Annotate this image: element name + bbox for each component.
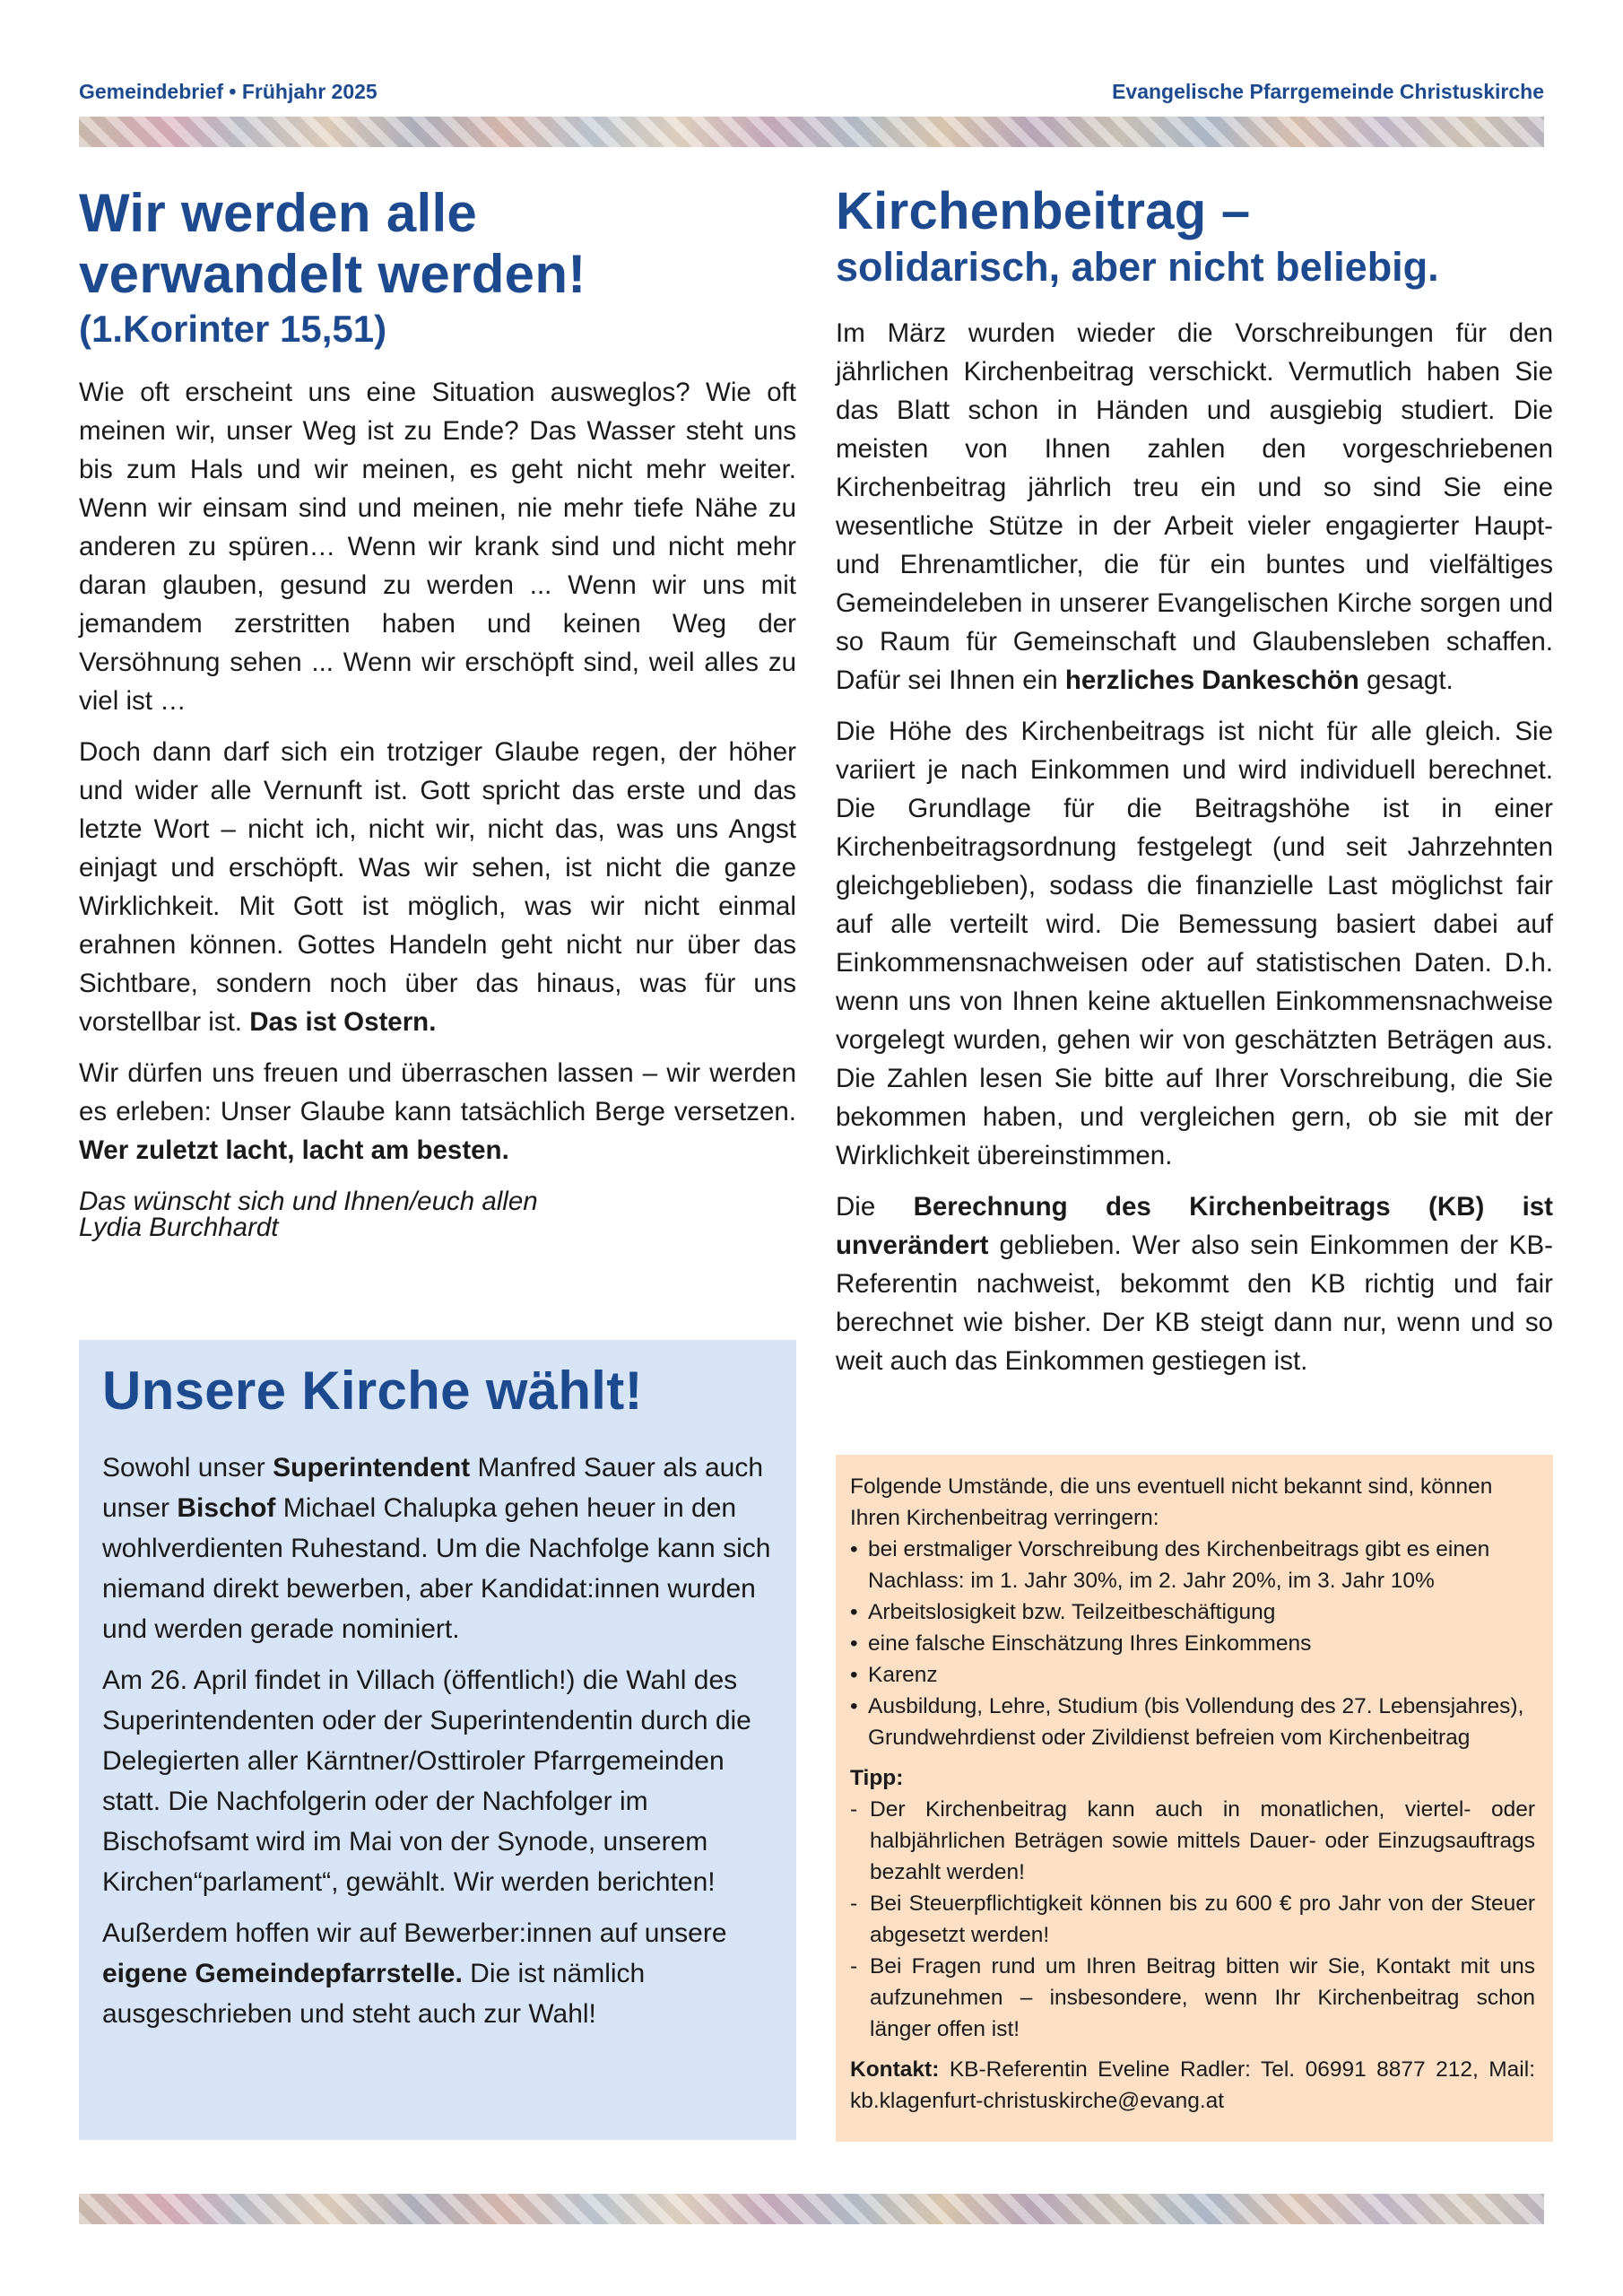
right-p3-c: geblieben. Wer also sein Einkommen der KB-Referentin nachweist, bekommt den KB richtig und fair berechnet wie bisher. Der KB steigt dann nur, wenn und so weit auch das Einkommen gestiegen ist.: [836, 1231, 1553, 1376]
header-parish: Evangelische Pfarrgemeinde Christuskirche: [1112, 79, 1544, 103]
bullet-icon: •: [850, 1537, 858, 1561]
right-p3-bold: Berechnung des Kirchenbeitrags (KB) ist unverändert: [836, 1192, 1553, 1260]
list-item: [850, 1691, 1535, 1753]
right-p3-a: Die: [836, 1192, 876, 1222]
tipp-label: Tipp:: [850, 1766, 904, 1790]
contact-info: [850, 2054, 1535, 2117]
left-paragraph-2: [79, 733, 796, 1041]
right-paragraph-2: Die Höhe des Kirchenbeitrags ist nicht für alle gleich. Sie variiert je nach Einkommen und wird individuell berechnet. Die Grundlage für die Beitragshöhe ist in einer Kirchenbeitragsordnung festgelegt (und seit Jahrzehnten gleichgeblieben), sodass die finanzielle Last möglichst fair auf alle verteilt wird. Die Bemessung basiert dabei auf Einkommensnachweisen oder auf statistischen Daten. D.h. wenn uns von Ihnen keine aktuellen Einkommensnachweise vorgelegt wurden, gehen wir von geschätzten Beträgen aus. Die Zahlen lesen Sie bitte auf Ihrer Vorschreibung, die Sie bekommen haben, und vergleichen gern, ob sie mit der Wirklichkeit übereinstimmen.: [836, 717, 1553, 1170]
list-item: [850, 1534, 1535, 1596]
bullet-icon: •: [850, 1631, 858, 1656]
right-paragraph-1: [836, 314, 1553, 700]
decorative-band-bottom: [79, 2194, 1544, 2224]
contact-text: KB-Referentin Eveline Radler: Tel. 06991 8877 212, Mail: kb.klagenfurt-christuskirche@evang.at: [850, 2057, 1535, 2113]
election-p3-a: Außerdem hoffen wir auf Bewerber:innen auf unsere: [102, 1918, 727, 1948]
signature-author: Lydia Burchhardt: [79, 1213, 279, 1242]
contact-label: Kontakt:: [850, 2057, 940, 2082]
right-p1-bold: herzliches Dankeschön: [1064, 665, 1359, 695]
info-intro: Folgende Umstände, die uns eventuell nicht bekannt sind, können Ihren Kirchenbeitrag verringern:: [850, 1474, 1493, 1530]
right-title-line2: solidarisch, aber nicht beliebig.: [836, 244, 1439, 290]
left-paragraph-3-text: Wir dürfen uns freuen und überraschen lassen – wir werden es erleben: Unser Glaube kann tatsächlich Berge versetzen.: [79, 1058, 796, 1126]
election-paragraph-1: [102, 1448, 773, 1649]
election-p3-c: Die ist nämlich ausgeschrieben und steht auch zur Wahl!: [102, 1959, 646, 2029]
list-item-text: eine falsche Einschätzung Ihres Einkommens: [868, 1631, 1312, 1656]
page-header: [79, 75, 1544, 108]
signature: [79, 1182, 796, 1247]
right-title-line1: Kirchenbeitrag –: [836, 182, 1251, 240]
dash-icon: -: [850, 1892, 858, 1916]
tipp-item: [850, 1888, 1535, 1951]
tipp-text: Bei Fragen rund um Ihren Beitrag bitten wir Sie, Kontakt mit uns aufzunehmen – insbesondere, wenn Ihr Kirchenbeitrag schon länger offen ist!: [870, 1954, 1535, 2041]
left-paragraph-3-bold: Wer zuletzt lacht, lacht am besten.: [79, 1135, 509, 1165]
tipp-item: [850, 1794, 1535, 1888]
election-p1-c: Manfred Sauer als auch unser: [102, 1453, 763, 1523]
election-p1-d: Michael Chalupka gehen heuer in den wohlverdienten Ruhestand. Um die Nachfolge kann sich niemand direkt bewerben, aber Kandidat:innen wurden und werden gerade nominiert.: [102, 1493, 771, 1644]
left-title-line2: verwandelt werden!: [79, 244, 586, 304]
list-item: [850, 1628, 1535, 1659]
left-article: [79, 183, 796, 1247]
bullet-icon: •: [850, 1600, 858, 1624]
tipp-item: [850, 1951, 1535, 2045]
bullet-icon: •: [850, 1694, 858, 1718]
left-title-line1: Wir werden alle: [79, 183, 478, 243]
election-box: [79, 1340, 796, 2140]
election-p1-a: Sowohl unser: [102, 1453, 265, 1483]
signature-line-1: Das wünscht sich und Ihnen/euch allen: [79, 1187, 538, 1216]
dash-icon: -: [850, 1797, 858, 1822]
election-p1-bold-2: Bischof: [177, 1493, 276, 1523]
election-p1-bold-1: Superintendent: [273, 1453, 471, 1483]
list-item-text: bei erstmaliger Vorschreibung des Kirchenbeitrags gibt es einen Nachlass: im 1. Jahr 30%, im 2. Jahr 20%, im 3. Jahr 10%: [868, 1537, 1490, 1593]
right-paragraph-3: [836, 1187, 1553, 1380]
left-paragraph-1: Wie oft erscheint uns eine Situation ausweglos? Wie oft meinen wir, unser Weg ist zu Ende? Das Wasser steht uns bis zum Hals und wir meinen, es geht nicht mehr weiter. Wenn wir einsam sind und meinen, nie mehr tiefe Nähe zu anderen zu spüren… Wenn wir krank sind und nicht mehr daran glauben, gesund zu werden ... Wenn wir uns mit jemandem zerstritten haben und keinen Weg der Versöhnung sehen ... Wenn wir erschöpft sind, weil alles zu viel ist …: [79, 378, 796, 716]
list-item: [850, 1659, 1535, 1691]
dash-icon: -: [850, 1954, 858, 1979]
left-paragraph-2-bold: Das ist Ostern.: [249, 1007, 437, 1037]
right-p1-end: gesagt.: [1366, 665, 1454, 695]
decorative-band-top: [79, 117, 1544, 147]
election-paragraph-3: [102, 1913, 773, 2034]
right-article: [836, 183, 1553, 1380]
election-paragraph-2: Am 26. April findet in Villach (öffentlich!) die Wahl des Superintendenten oder der Superintendentin durch die Delegierten aller Kärntner/Osttiroler Pfarrgemeinden statt. Die Nachfolgerin oder der Nachfolger im Bischofsamt wird im Mai von der Synode, unserem Kirchen“parlament“, gewählt. Wir werden berichten!: [102, 1665, 751, 1897]
election-p3-bold: eigene Gemeindepfarrstelle.: [102, 1959, 463, 1988]
bible-reference: (1.Korinter 15,51): [79, 308, 387, 350]
right-p1-text: Im März wurden wieder die Vorschreibungen für den jährlichen Kirchenbeitrag verschickt. Vermutlich haben Sie das Blatt schon in Händen und ausgiebig studiert. Die meisten von Ihnen zahlen den vorgeschriebenen Kirchenbeitrag jährlich treu ein und so sind Sie eine wesentliche Stütze in der Arbeit vieler engagierter Haupt- und Ehrenamtlicher, die für ein buntes und vielfältiges Gemeindeleben in unserer Evangelischen Kirche sorgen und so Raum für Gemeinschaft und Glaubensleben schaffen. Dafür sei Ihnen ein: [836, 318, 1553, 695]
tipp-text: Der Kirchenbeitrag kann auch in monatlichen, viertel- oder halbjährlichen Beträgen sowie mittels Dauer- oder Einzugsauftrags bezahlt werden!: [870, 1797, 1535, 1884]
list-item: [850, 1596, 1535, 1628]
left-paragraph-3: [79, 1054, 796, 1170]
list-item-text: Karenz: [868, 1663, 938, 1687]
header-publication: Gemeindebrief • Frühjahr 2025: [79, 79, 378, 103]
list-item-text: Ausbildung, Lehre, Studium (bis Vollendung des 27. Lebensjahres), Grundwehrdienst oder Zivildienst befreien vom Kirchenbeitrag: [868, 1694, 1524, 1750]
reduction-list: [850, 1534, 1535, 1753]
list-item-text: Arbeitslosigkeit bzw. Teilzeitbeschäftigung: [868, 1600, 1276, 1624]
left-paragraph-2-text: Doch dann darf sich ein trotziger Glaube regen, der höher und wider alle Vernunft ist. Gott spricht das erste und das letzte Wort – nicht ich, nicht wir, nicht das, was uns Angst einjagt und erschöpft. Was wir sehen, ist nicht die ganze Wirklichkeit. Mit Gott ist möglich, was wir nicht einmal erahnen können. Gottes Handeln geht nicht nur über das Sichtbare, sondern noch über das hinaus, was für uns vorstellbar ist.: [79, 737, 796, 1037]
tipp-text: Bei Steuerpflichtigkeit können bis zu 600 € pro Jahr von der Steuer abgesetzt werden!: [870, 1892, 1535, 1947]
contribution-info-box: [836, 1455, 1553, 2142]
bullet-icon: •: [850, 1663, 858, 1687]
election-title: Unsere Kirche wählt!: [102, 1361, 643, 1421]
